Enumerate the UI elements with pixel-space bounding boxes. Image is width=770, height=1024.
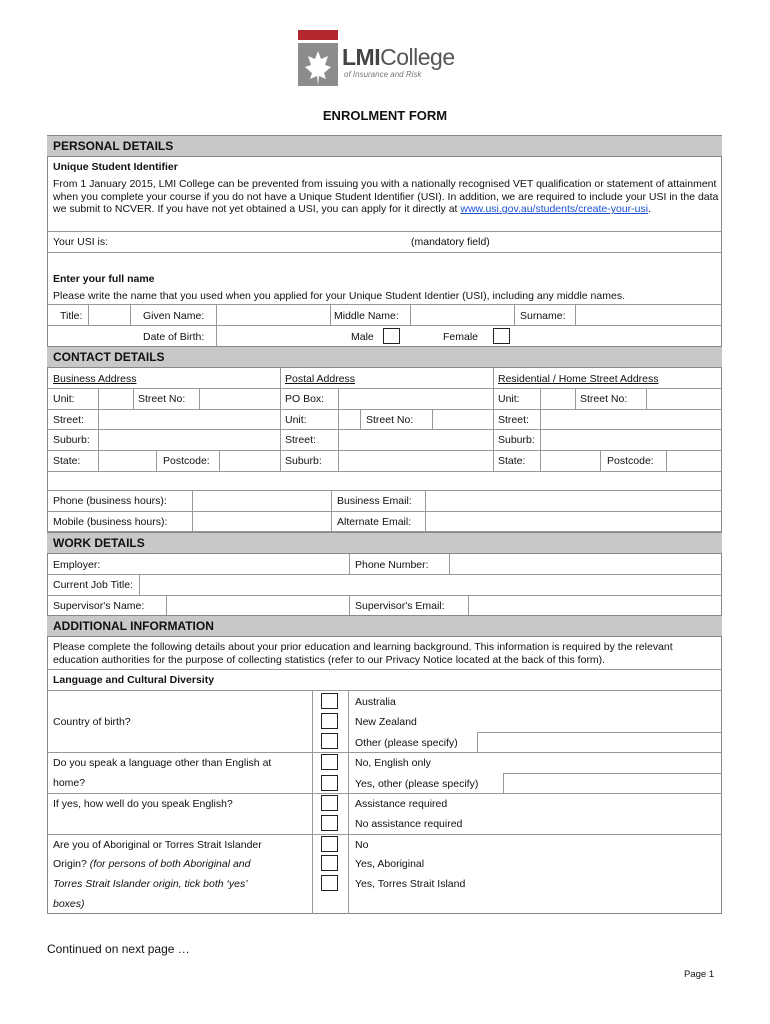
logo-college: College bbox=[380, 44, 455, 70]
atsi-torres-label: Yes, Torres Strait Island bbox=[355, 878, 466, 890]
postal-street-no-input[interactable] bbox=[434, 411, 490, 429]
atsi-aboriginal-checkbox[interactable] bbox=[321, 855, 338, 871]
job-title-label: Current Job Title: bbox=[53, 579, 133, 591]
female-label: Female bbox=[443, 331, 479, 343]
logo-wordmark bbox=[342, 44, 455, 71]
postal-street-label: Street: bbox=[285, 434, 316, 446]
birth-other-checkbox[interactable] bbox=[321, 733, 338, 749]
residential-street-label: Street: bbox=[498, 414, 529, 426]
personal-details-header: PERSONAL DETAILS bbox=[47, 135, 722, 157]
business-unit-input[interactable] bbox=[100, 390, 132, 408]
assistance-required-label: Assistance required bbox=[355, 798, 448, 810]
residential-suburb-input[interactable] bbox=[542, 431, 718, 449]
assistance-required-checkbox[interactable] bbox=[321, 795, 338, 811]
mobile-business-label: Mobile (business hours): bbox=[53, 516, 168, 528]
no-assistance-checkbox[interactable] bbox=[321, 815, 338, 831]
usi-mandatory: (mandatory field) bbox=[411, 236, 490, 248]
lang-question-line2: home? bbox=[53, 777, 86, 789]
supervisor-email-input[interactable] bbox=[471, 597, 718, 615]
work-details-header: WORK DETAILS bbox=[47, 532, 722, 554]
english-question: If yes, how well do you speak English? bbox=[53, 798, 233, 810]
contact-details-header: CONTACT DETAILS bbox=[47, 346, 722, 368]
business-postcode-label: Postcode: bbox=[163, 455, 210, 467]
middle-name-label: Middle Name: bbox=[334, 310, 399, 322]
atsi-note-2: Torres Strait Islander origin, tick both ‘yes’ bbox=[53, 878, 248, 890]
postal-po-box-label: PO Box: bbox=[285, 393, 325, 405]
business-email-label: Business Email: bbox=[337, 495, 412, 507]
supervisor-name-input[interactable] bbox=[169, 597, 346, 615]
business-street-no-input[interactable] bbox=[201, 390, 277, 408]
phone-number-input[interactable] bbox=[452, 556, 718, 574]
lang-heading: Language and Cultural Diversity bbox=[53, 674, 215, 686]
postal-address-label: Postal Address bbox=[285, 373, 356, 385]
business-state-label: State: bbox=[53, 455, 81, 467]
business-suburb-input[interactable] bbox=[100, 431, 278, 449]
residential-street-no-input[interactable] bbox=[648, 390, 718, 408]
lang-other-label: Yes, other (please specify) bbox=[355, 778, 479, 790]
female-checkbox[interactable] bbox=[493, 328, 510, 344]
atsi-question-line2 bbox=[53, 858, 251, 870]
birth-other-input[interactable] bbox=[480, 733, 718, 751]
continued-note: Continued on next page … bbox=[47, 942, 190, 956]
logo-tagline: of Insurance and Risk bbox=[344, 70, 422, 79]
name-heading: Enter your full name bbox=[53, 273, 155, 285]
business-unit-label: Unit: bbox=[53, 393, 75, 405]
supervisor-name-label: Supervisor's Name: bbox=[53, 600, 145, 612]
business-street-no-label: Street No: bbox=[138, 393, 186, 405]
additional-intro: Please complete the following details about your prior education and learning background. This information is required by the relevant education authorities for the purpose of collecting statistics (refer to our Privacy Notice located at the back of this form). bbox=[53, 641, 673, 666]
atsi-torres-checkbox[interactable] bbox=[321, 875, 338, 891]
form-title: ENROLMENT FORM bbox=[322, 108, 448, 123]
new-zealand-label: New Zealand bbox=[355, 716, 417, 728]
usi-text: From 1 January 2015, LMI College can be prevented from issuing you with a nationally recognised VET qualification or statement of attainment when you complete your course if you do not have a Unique Student Identifier (USI). In addition, we are required to include your USI in the data we submit to NCVER. If you have not yet obtained a USI, you can apply for it directly at bbox=[53, 178, 719, 216]
postal-suburb-label: Suburb: bbox=[285, 455, 322, 467]
additional-info-header: ADDITIONAL INFORMATION bbox=[47, 615, 722, 637]
middle-name-input[interactable] bbox=[412, 306, 512, 324]
employer-input[interactable] bbox=[110, 556, 345, 574]
logo-red-bar bbox=[298, 30, 338, 40]
australia-label: Australia bbox=[355, 696, 396, 708]
business-street-label: Street: bbox=[53, 414, 84, 426]
logo-lmi: LMI bbox=[342, 44, 381, 70]
new-zealand-checkbox[interactable] bbox=[321, 713, 338, 729]
title-label: Title: bbox=[60, 310, 83, 322]
logo-grey-box bbox=[298, 43, 338, 86]
postal-unit-label: Unit: bbox=[285, 414, 307, 426]
birth-question: Country of birth? bbox=[53, 716, 131, 728]
mobile-business-input[interactable] bbox=[195, 513, 329, 531]
given-name-label: Given Name: bbox=[143, 310, 205, 322]
usi-paragraph: From 1 January 2015, LMI College can be prevented from issuing you with a nationally recognised VET qualification or statement of attainment when you complete your course if you do not have a Unique Student Identifier (USI). In addition, we are required to include your USI in the data we submit to NCVER. If you have not yet obtained a USI, you can apply for it directly at www.usi.gov.au/students/create-your-usi. bbox=[53, 178, 719, 216]
phone-business-label: Phone (business hours): bbox=[53, 495, 167, 507]
residential-street-input[interactable] bbox=[542, 411, 718, 429]
usi-label: Your USI is: bbox=[53, 236, 109, 248]
residential-street-no-label: Street No: bbox=[580, 393, 628, 405]
english-only-label: No, English only bbox=[355, 757, 431, 769]
atsi-note-3: boxes) bbox=[53, 898, 85, 910]
business-email-input[interactable] bbox=[428, 492, 718, 510]
surname-input[interactable] bbox=[577, 306, 717, 324]
atsi-no-checkbox[interactable] bbox=[321, 836, 338, 852]
atsi-question-line1: Are you of Aboriginal or Torres Strait Islander bbox=[53, 839, 262, 851]
dob-label: Date of Birth: bbox=[143, 331, 205, 343]
male-label: Male bbox=[351, 331, 374, 343]
surname-label: Surname: bbox=[520, 310, 566, 322]
business-state-input[interactable] bbox=[100, 452, 155, 470]
page-number: Page 1 bbox=[684, 969, 715, 980]
residential-postcode-label: Postcode: bbox=[607, 455, 654, 467]
business-postcode-input[interactable] bbox=[221, 452, 278, 470]
business-suburb-label: Suburb: bbox=[53, 434, 90, 446]
lang-question-line1: Do you speak a language other than English at bbox=[53, 757, 272, 769]
title-input[interactable] bbox=[90, 306, 130, 324]
lang-other-checkbox[interactable] bbox=[321, 775, 338, 791]
phone-number-label: Phone Number: bbox=[355, 559, 429, 571]
lang-other-input[interactable] bbox=[506, 774, 718, 792]
postal-suburb-input[interactable] bbox=[340, 452, 490, 470]
employer-label: Employer: bbox=[53, 559, 101, 571]
usi-input[interactable] bbox=[130, 233, 400, 251]
atsi-aboriginal-label: Yes, Aboriginal bbox=[355, 858, 425, 870]
given-name-input[interactable] bbox=[218, 306, 328, 324]
phone-business-input[interactable] bbox=[195, 492, 329, 510]
postal-unit-input[interactable] bbox=[340, 411, 358, 429]
usi-heading: Unique Student Identifier bbox=[53, 161, 178, 173]
supervisor-email-label: Supervisor's Email: bbox=[355, 600, 445, 612]
job-title-input[interactable] bbox=[142, 576, 718, 594]
residential-suburb-label: Suburb: bbox=[498, 434, 535, 446]
residential-address-label: Residential / Home Street Address bbox=[498, 373, 659, 385]
postal-street-input[interactable] bbox=[340, 431, 490, 449]
name-instructions: Please write the name that you used when you applied for your Unique Student Identier (USI), including any middle names. bbox=[53, 290, 625, 302]
postal-po-box-input[interactable] bbox=[340, 390, 490, 408]
australia-checkbox[interactable] bbox=[321, 693, 338, 709]
usi-link[interactable]: www.usi.gov.au/students/create-your-usi bbox=[460, 203, 649, 216]
business-address-label: Business Address bbox=[53, 373, 137, 385]
maple-leaf-icon bbox=[298, 43, 338, 86]
atsi-no-label: No bbox=[355, 839, 369, 851]
residential-postcode-input[interactable] bbox=[668, 452, 718, 470]
business-street-input[interactable] bbox=[100, 411, 278, 429]
residential-state-input[interactable] bbox=[542, 452, 598, 470]
dob-input[interactable] bbox=[218, 327, 328, 345]
residential-unit-label: Unit: bbox=[498, 393, 520, 405]
postal-street-no-label: Street No: bbox=[366, 414, 414, 426]
alternate-email-label: Alternate Email: bbox=[337, 516, 412, 528]
logo bbox=[298, 30, 478, 86]
no-assistance-label: No assistance required bbox=[355, 818, 463, 830]
residential-state-label: State: bbox=[498, 455, 526, 467]
atsi-note-1: (for persons of both Aboriginal and bbox=[89, 858, 251, 870]
residential-unit-input[interactable] bbox=[542, 390, 574, 408]
birth-other-label: Other (please specify) bbox=[355, 737, 458, 749]
english-only-checkbox[interactable] bbox=[321, 754, 338, 770]
male-checkbox[interactable] bbox=[383, 328, 400, 344]
atsi-origin: Origin? bbox=[53, 858, 87, 870]
alternate-email-input[interactable] bbox=[428, 513, 718, 531]
